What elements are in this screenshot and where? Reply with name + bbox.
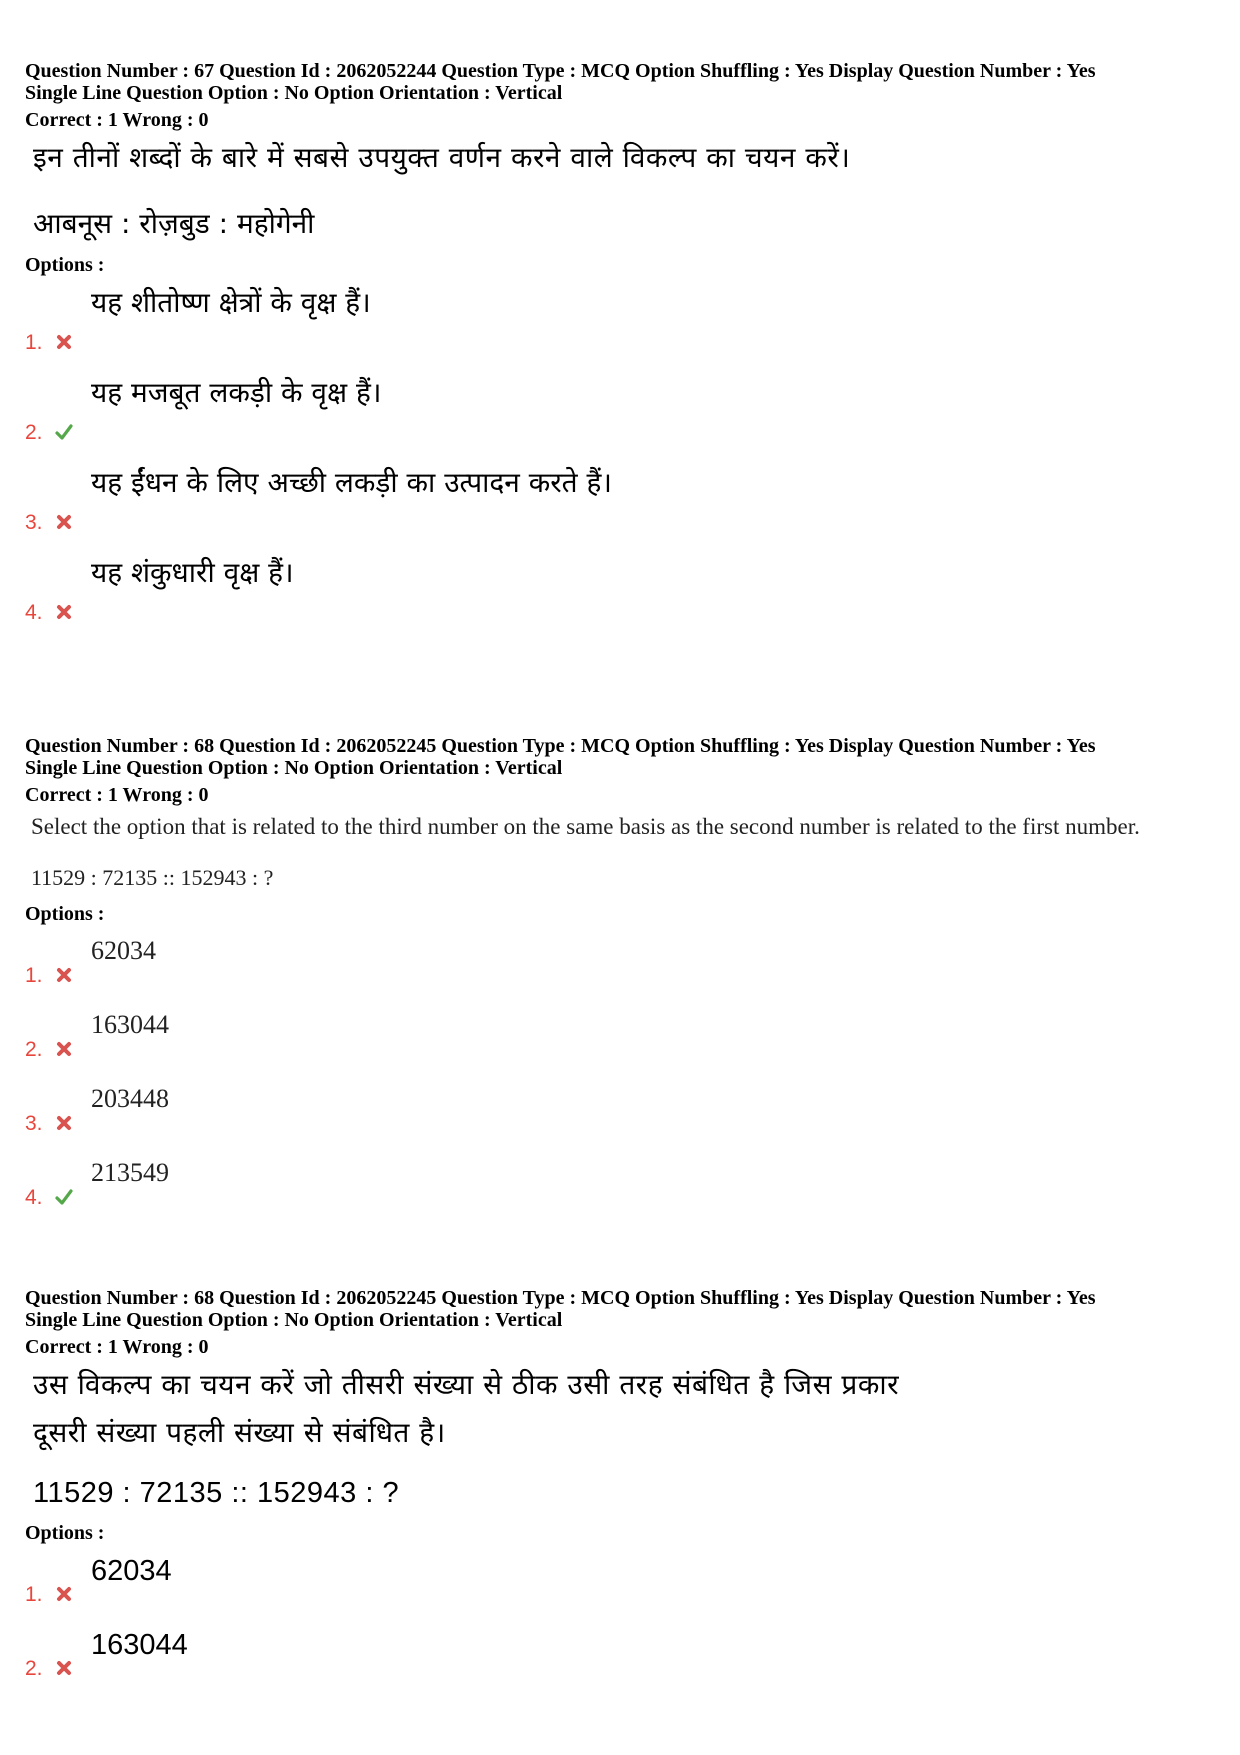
option-index: 1. <box>25 964 43 987</box>
score-line: Correct : 1 Wrong : 0 <box>25 109 209 131</box>
option-text: यह मजबूत लकड़ी के वृक्ष हैं। <box>91 376 382 409</box>
meta-line-1: Question Number : 68 Question Id : 2062052245 Question Type : MCQ Option Shuffling : Yes Display Question Number : Yes <box>25 735 1096 757</box>
wrong-icon <box>55 1114 73 1132</box>
options-label: Options : <box>25 1522 105 1544</box>
meta-line-2: Single Line Question Option : No Option Orientation : Vertical <box>25 757 563 779</box>
option-text: 62034 <box>91 1555 172 1587</box>
question-text <box>33 1361 1220 1457</box>
question-block-68-hindi <box>25 1287 1220 1693</box>
option-4 <box>25 1148 1220 1222</box>
meta-line-1: Question Number : 68 Question Id : 2062052245 Question Type : MCQ Option Shuffling : Yes Display Question Number : Yes <box>25 1287 1096 1309</box>
option-index: 2. <box>25 421 43 444</box>
option-2 <box>25 1619 1220 1693</box>
correct-icon <box>55 423 73 441</box>
question-ratio: 11529 : 72135 :: 152943 : ? <box>33 1477 400 1509</box>
wrong-icon <box>55 1040 73 1058</box>
option-index: 4. <box>25 1186 43 1209</box>
question-text: Select the option that is related to the third number on the same basis as the second number is related to the first number. <box>31 814 1140 839</box>
option-index: 1. <box>25 1583 43 1606</box>
option-index: 3. <box>25 511 43 534</box>
option-index: 2. <box>25 1657 43 1680</box>
meta-line-2: Single Line Question Option : No Option Orientation : Vertical <box>25 82 563 104</box>
score-line: Correct : 1 Wrong : 0 <box>25 784 209 806</box>
option-text: 203448 <box>91 1084 169 1113</box>
option-1 <box>25 1545 1220 1619</box>
question-text-line-2: दूसरी संख्या पहली संख्या से संबंधित है। <box>33 1416 446 1449</box>
question-text: इन तीनों शब्दों के बारे में सबसे उपयुक्त वर्णन करने वाले विकल्प का चयन करें। <box>33 141 851 174</box>
wrong-icon <box>55 513 73 531</box>
option-text: 62034 <box>91 936 156 965</box>
options-label: Options : <box>25 254 105 276</box>
question-text-line-1: उस विकल्प का चयन करें जो तीसरी संख्या से ठीक उसी तरह संबंधित है जिस प्रकार <box>33 1368 900 1401</box>
meta-line-1: Question Number : 67 Question Id : 2062052244 Question Type : MCQ Option Shuffling : Yes Display Question Number : Yes <box>25 60 1096 82</box>
question-meta <box>25 60 1220 104</box>
option-1 <box>25 277 1220 367</box>
option-text: 213549 <box>91 1158 169 1187</box>
options-label: Options : <box>25 903 105 925</box>
wrong-icon <box>55 603 73 621</box>
question-block-67 <box>25 60 1220 637</box>
question-meta <box>25 735 1220 779</box>
option-4 <box>25 547 1220 637</box>
option-index: 4. <box>25 601 43 624</box>
option-index: 2. <box>25 1038 43 1061</box>
score-line: Correct : 1 Wrong : 0 <box>25 1336 209 1358</box>
option-3 <box>25 1074 1220 1148</box>
wrong-icon <box>55 966 73 984</box>
option-1 <box>25 926 1220 1000</box>
wrong-icon <box>55 333 73 351</box>
question-block-68-english <box>25 735 1220 1222</box>
option-text: 163044 <box>91 1629 188 1661</box>
option-text: यह शंकुधारी वृक्ष हैं। <box>91 556 294 589</box>
wrong-icon <box>55 1659 73 1677</box>
option-2 <box>25 367 1220 457</box>
correct-icon <box>55 1188 73 1206</box>
option-text: 163044 <box>91 1010 169 1039</box>
option-index: 3. <box>25 1112 43 1135</box>
option-text: यह ईंधन के लिए अच्छी लकड़ी का उत्पादन करते हैं। <box>91 466 613 499</box>
option-2 <box>25 1000 1220 1074</box>
option-text: यह शीतोष्ण क्षेत्रों के वृक्ष हैं। <box>91 286 371 319</box>
option-index: 1. <box>25 331 43 354</box>
question-ratio: 11529 : 72135 :: 152943 : ? <box>31 865 274 890</box>
question-meta <box>25 1287 1220 1331</box>
option-3 <box>25 457 1220 547</box>
question-ratio: आबनूस : रोज़बुड : महोगेनी <box>33 207 315 240</box>
meta-line-2: Single Line Question Option : No Option Orientation : Vertical <box>25 1309 563 1331</box>
wrong-icon <box>55 1585 73 1603</box>
